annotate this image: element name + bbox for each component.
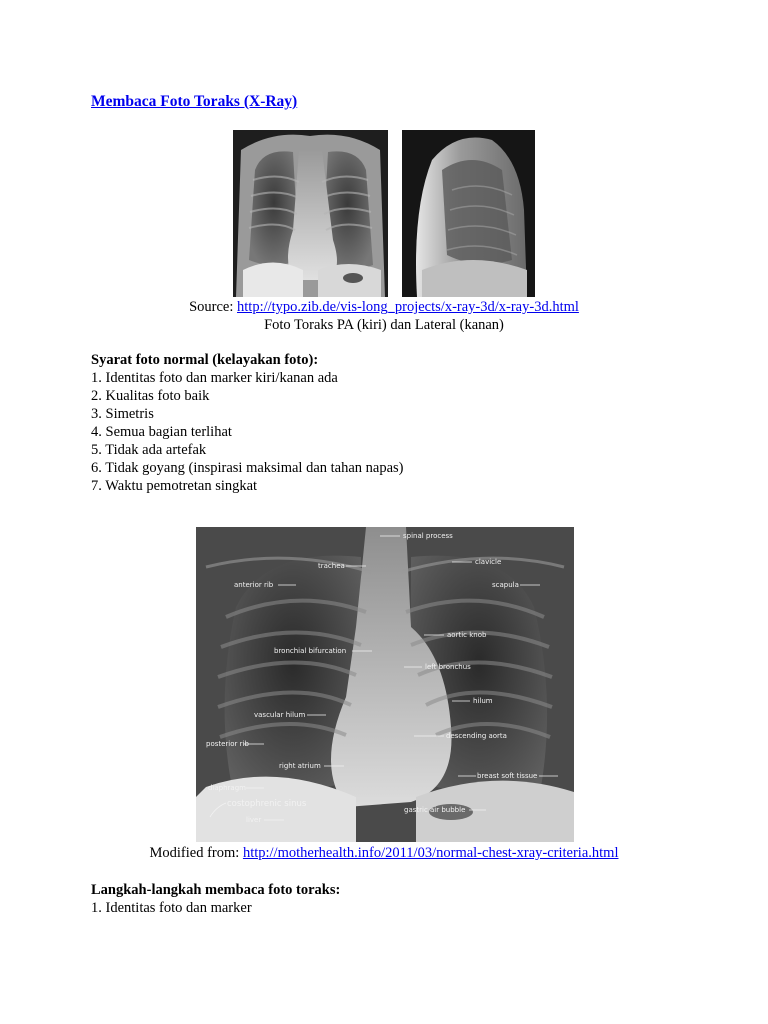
chest-xray-lateral-image xyxy=(402,130,535,297)
figure2-source-label: Modified from: xyxy=(149,845,243,861)
section1-list xyxy=(91,369,404,495)
label-diaphragm: diaphragm xyxy=(208,784,246,792)
figure1-source-label: Source: xyxy=(189,299,238,315)
label-spinal-process: spinal process xyxy=(403,532,453,540)
figure2-source xyxy=(0,844,768,862)
label-posterior-rib: posterior rib xyxy=(206,740,249,748)
figure1-source xyxy=(0,298,768,316)
list-item: 7. Waktu pemotretan singkat xyxy=(91,478,258,494)
list-item: 2. Kualitas foto baik xyxy=(91,388,210,404)
label-right-atrium: right atrium xyxy=(279,762,321,770)
label-left-bronchus: left bronchus xyxy=(425,663,471,671)
section2-heading: Langkah-langkah membaca foto toraks: xyxy=(91,882,341,898)
page-title[interactable]: Membaca Foto Toraks (X-Ray) xyxy=(91,93,298,110)
label-anterior-rib: anterior rib xyxy=(234,581,274,589)
list-item: 1. Identitas foto dan marker kiri/kanan ada xyxy=(91,370,338,386)
list-item: 4. Semua bagian terlihat xyxy=(91,424,232,440)
list-item: 5. Tidak ada artefak xyxy=(91,442,207,458)
list-item: 1. Identitas foto dan marker xyxy=(91,900,252,916)
list-item: 6. Tidak goyang (inspirasi maksimal dan tahan napas) xyxy=(91,460,404,476)
label-clavicle: clavicle xyxy=(475,558,502,566)
label-scapula: scapula xyxy=(492,581,519,589)
section2-list xyxy=(91,899,252,917)
label-trachea: trachea xyxy=(318,562,345,570)
chest-xray-pa-image xyxy=(233,130,388,297)
label-costophrenic-sinus: costophrenic sinus xyxy=(227,799,307,809)
label-descending-aorta: descending aorta xyxy=(446,732,507,740)
label-aortic-knob: aortic knob xyxy=(447,631,487,639)
figure1-source-link[interactable]: http://typo.zib.de/vis-long_projects/x-ray-3d/x-ray-3d.html xyxy=(237,299,579,315)
label-bronchial-bifurcation: bronchial bifurcation xyxy=(274,647,347,655)
label-gastric-air-bubble: gastric air bubble xyxy=(404,806,466,814)
label-vascular-hilum: vascular hilum xyxy=(254,711,306,719)
annotated-chest-xray-image xyxy=(196,527,574,842)
label-hilum: hilum xyxy=(473,697,493,705)
label-breast-soft-tissue: breast soft tissue xyxy=(477,772,538,780)
figure1-caption: Foto Toraks PA (kiri) dan Lateral (kanan) xyxy=(264,317,504,333)
list-item: 3. Simetris xyxy=(91,406,154,422)
label-liver: liver xyxy=(246,816,262,824)
section1-heading: Syarat foto normal (kelayakan foto): xyxy=(91,352,319,368)
figure2-source-link[interactable]: http://motherhealth.info/2011/03/normal-chest-xray-criteria.html xyxy=(242,845,619,861)
